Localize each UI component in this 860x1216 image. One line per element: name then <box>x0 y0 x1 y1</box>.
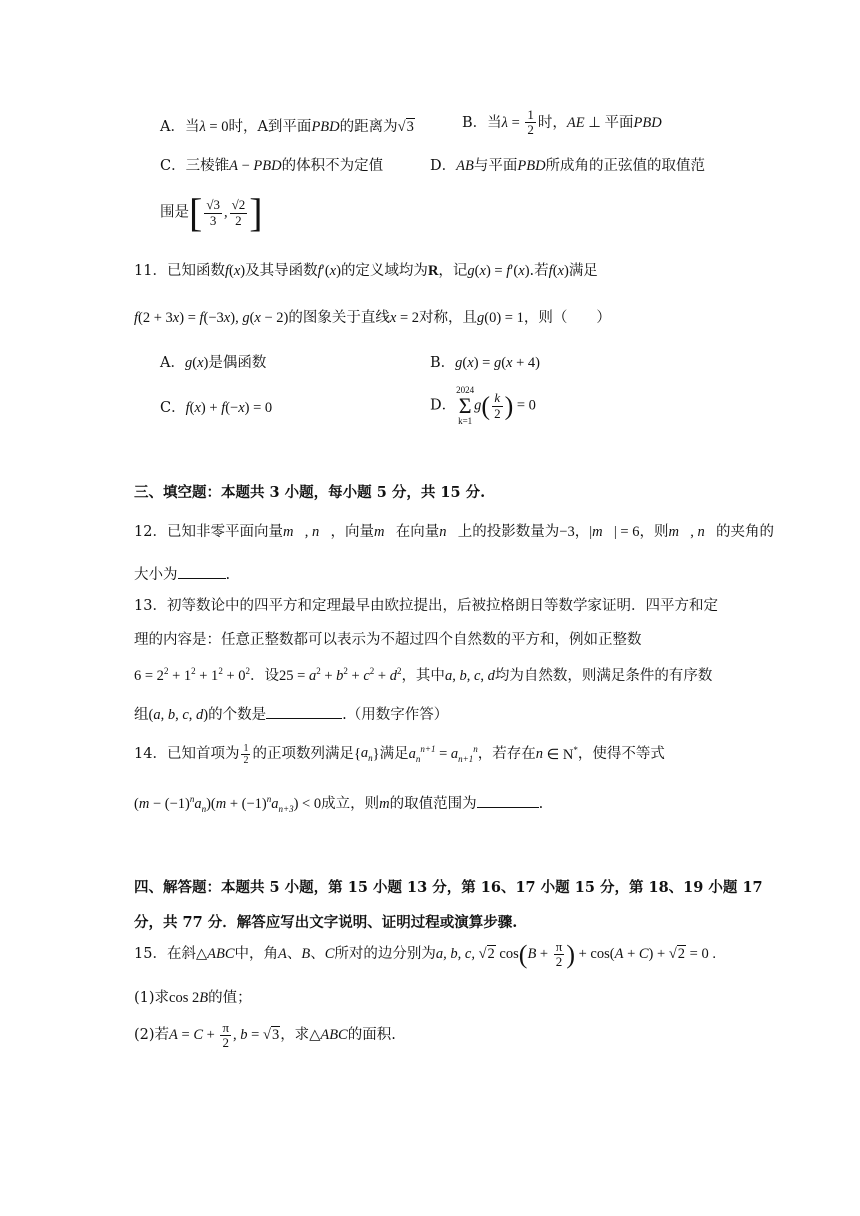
q12-line2: 大小为 . <box>134 564 230 584</box>
q11-stem-line2: f(2 + 3x) = f(−3x), g(x − 2)的图象关于直线x = 2对称，且g(0) = 1，则（ ） <box>134 310 611 326</box>
q11-option-c: C．f(x) + f(−x) = 0 <box>160 400 273 416</box>
q11-option-a: A．g(x)是偶函数 <box>160 355 267 371</box>
section3-title: 三、填空题：本题共 3 小题，每小题 5 分，共 15 分. <box>134 484 486 501</box>
q10-option-a: A．当λ = 0时，A到平面PBD的距离为√3 <box>160 119 414 135</box>
q14-line2: $(m - (-1)^na_n)(m + (-1)^na_{n+3}) < 0$成立，则m的取值范围为 . <box>134 794 544 814</box>
q15-part1: (1)求cos 2B的值； <box>134 990 252 1006</box>
q12-line1: 12．已知非零平面向量m⃗, n⃗，向量m⃗在向量n⃗上的投影数量为−3，|m⃗| = 6，则m⃗, n⃗的夹角的 <box>134 524 774 540</box>
q10-option-d: D．AB与平面PBD所成角的正弦值的取值范 <box>430 158 706 174</box>
q10-option-c: C．三棱锥A − PBD的体积不为定值 <box>160 158 384 174</box>
q15-stem: 15．在斜△ABC中，角A、B、C所对的边分别为a, b, c, √2 cos(B + $\frac{\pi}{2}$ ) + cos(A + C) + √2 = 0 . <box>134 938 716 970</box>
q12-answer-blank <box>178 564 226 579</box>
q10-option-d-range: 围是[ $\frac{√3}{3}$ , $\frac{√2}{2}$ ] <box>160 190 263 235</box>
q13-line1: 13．初等数论中的四平方和定理最早由欧拉提出，后被拉格朗日等数学家证明．四平方和定 <box>134 598 718 614</box>
q10-option-b: B．当λ = $\frac{1}{2}$ 时，AE ⊥ 平面PBD <box>462 107 662 138</box>
section4-title-line1: 四、解答题：本题共 5 小题，第 15 小题 13 分，第 16、17 小题 15 分，第 18、19 小题 17 <box>134 879 763 896</box>
q14-line1: 14．已知首项为 $\frac{1}{2}$ 的正项数列满足$\{a_n\}$满足$a_n^{n+1} = a_{n+1}^n$，若存在n ∈ N*，使得不等式 <box>134 743 665 766</box>
q14-answer-blank <box>477 793 539 808</box>
q11-option-b: B．g(x) = g(x + 4) <box>430 355 540 371</box>
q13-answer-blank <box>266 704 342 719</box>
q15-part2: (2)若A = C + $\frac{\pi}{2}$ , b = √3，求△ABC的面积. <box>134 1020 396 1051</box>
section4-title-line2: 分，共 77 分．解答应写出文字说明、证明过程或演算步骤. <box>134 914 518 931</box>
q11-option-d: D． 2024 Σ k=1 g( $\frac{k}{2}$ ) = 0 <box>430 385 536 426</box>
q13-line4: 组(a, b, c, d)的个数是 .（用数字作答） <box>134 704 448 724</box>
q13-line3: $6 = 2^2 + 1^2 + 1^2 + 0^2$．设$25 = a^2 + b^2 + c^2 + d^2$，其中a, b, c, d均为自然数，则满足条件的有序数 <box>134 666 713 684</box>
q11-stem-line1: 11．已知函数f(x)及其导函数f′(x)的定义域均为R，记g(x) = f′(x).若f(x)满足 <box>134 263 598 279</box>
q13-line2: 理的内容是：任意正整数都可以表示为不超过四个自然数的平方和，例如正整数 <box>134 632 642 648</box>
